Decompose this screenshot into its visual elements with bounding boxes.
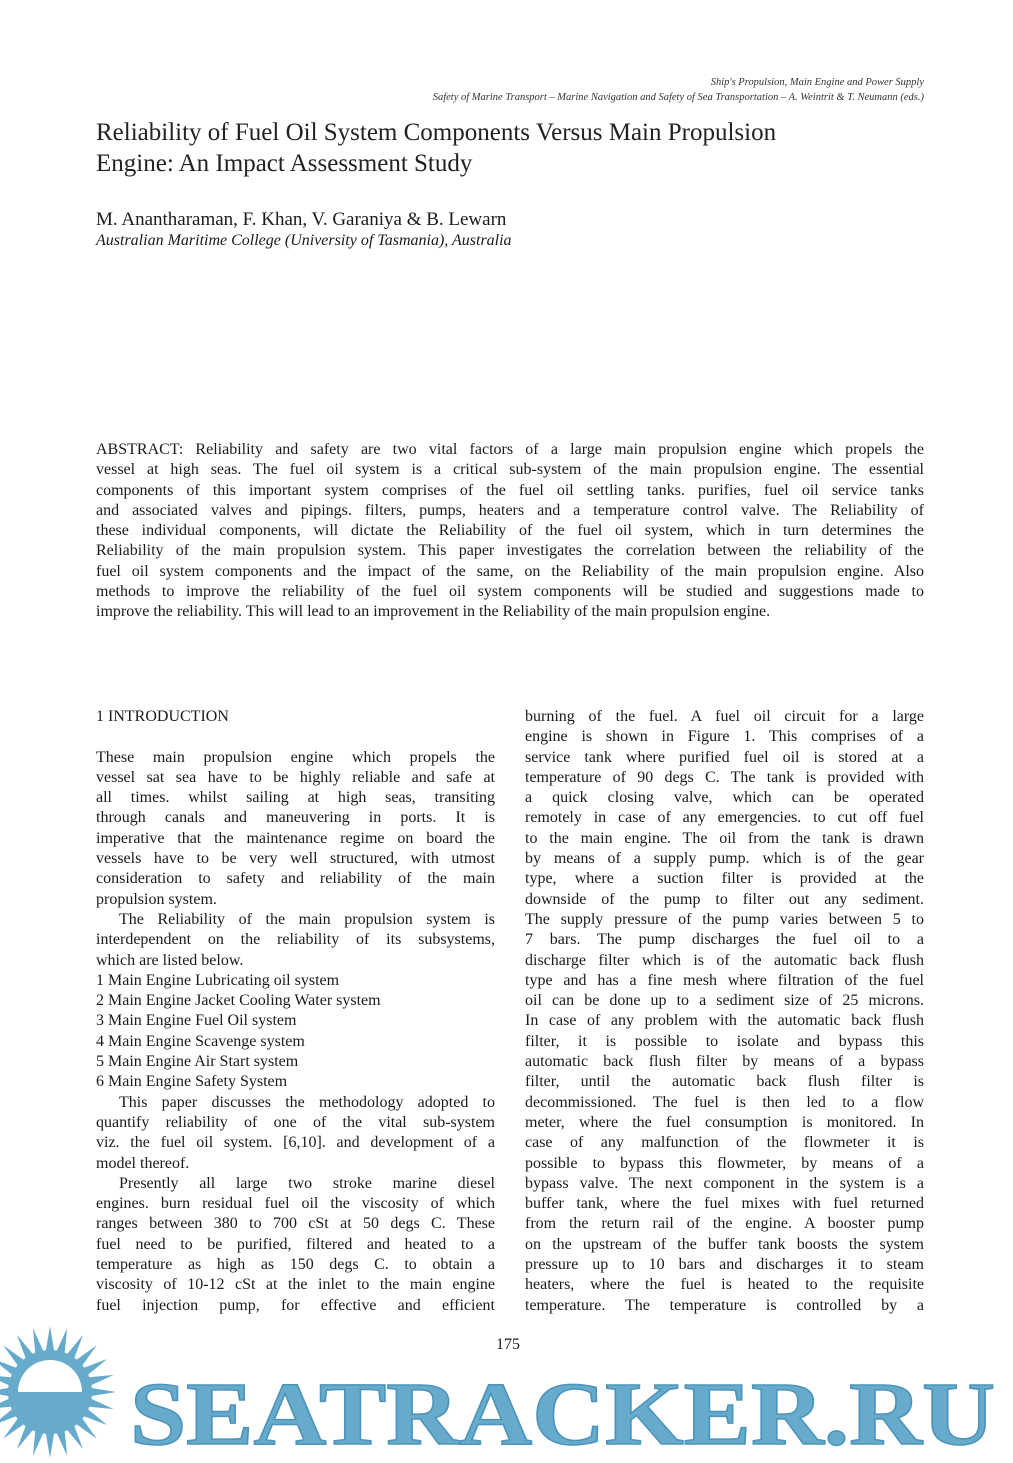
text-line: oil can be done up to a sediment size of 25 microns.: [525, 992, 924, 1010]
paper-title: [96, 117, 776, 179]
text-line: 4 Main Engine Scavenge system: [96, 1032, 305, 1050]
text-line: 6 Main Engine Safety System: [96, 1073, 288, 1091]
text-line: improve the reliability. This will lead to an improvement in the Reliability of the main propulsion engine.: [96, 603, 771, 621]
text-line: viscosity of 10-12 cSt at the inlet to the main engine: [96, 1276, 495, 1294]
text-line: engine is shown in Figure 1. This comprises of a: [525, 728, 924, 746]
text-line: these individual components, will dictate the Reliability of the fuel oil system, which in turn determines the: [96, 522, 924, 540]
text-line: type and has a fine mesh where filtration of the fuel: [525, 971, 924, 989]
title-line-2: Engine: An Impact Assessment Study: [96, 150, 473, 177]
page-number: 175: [496, 1336, 520, 1353]
text-line: fuel need to be purified, filtered and heated to a: [96, 1235, 495, 1253]
text-line: filter, until the automatic back flush filter is: [525, 1073, 924, 1091]
sun-ray: [46, 1326, 55, 1352]
text-line: ABSTRACT: Reliability and safety are two vital factors of a large main propulsion engine which propels the: [96, 441, 924, 458]
text-line: buffer tank, where the fuel mixes with fuel returned: [525, 1195, 924, 1213]
text-line: decommissioned. The fuel is then led to a flow: [525, 1093, 924, 1111]
text-line: quantify reliability of one of the vital sub-system: [96, 1113, 495, 1131]
text-line: from the return rail of the engine. A booster pump: [525, 1215, 924, 1233]
text-line: downside of the pump to filter out any sediment.: [525, 890, 924, 908]
text-line: meter, where the fuel consumption is monitored. In: [525, 1113, 924, 1131]
text-line: filter, it is possible to isolate and bypass this: [525, 1032, 924, 1050]
text-line: The supply pressure of the pump varies between 5 to: [525, 910, 924, 928]
text-line: These main propulsion engine which propels the: [96, 748, 495, 766]
watermark-text: SEATRACKER.RU: [130, 1365, 996, 1463]
abstract: [96, 440, 924, 623]
text-line: components of this important system comprises of the fuel oil settling tanks. purifies, fuel oil service tanks: [96, 481, 924, 499]
text-line: 5 Main Engine Air Start system: [96, 1053, 299, 1071]
title-line-1: Reliability of Fuel Oil System Components Versus Main Propulsion: [96, 119, 777, 146]
text-line: possible to bypass this flowmeter, by means of a: [525, 1154, 924, 1172]
text-line: to the main engine. The oil from the tank is drawn: [525, 829, 924, 847]
sun-logo-icon: [0, 1326, 116, 1458]
text-line: model thereof.: [96, 1154, 190, 1172]
text-line: through canals and maneuvering in ports. It is: [96, 809, 495, 827]
text-line: In case of any problem with the automatic back flush: [525, 1012, 924, 1030]
text-line: bypass valve. The next component in the system is a: [525, 1174, 924, 1192]
text-line: ranges between 380 to 700 cSt at 50 degs C. These: [96, 1215, 495, 1233]
text-line: [96, 727, 495, 747]
running-header-series: Ship's Propulsion, Main Engine and Power Supply: [710, 77, 924, 88]
text-line: 3 Main Engine Fuel Oil system: [96, 1012, 297, 1030]
text-line: engines. burn residual fuel oil the viscosity of which: [96, 1195, 495, 1213]
right-column: [525, 707, 924, 1316]
text-line: case of any malfunction of the flowmeter it is: [525, 1134, 924, 1152]
text-line: vessel sat sea have to be highly reliable and safe at: [96, 768, 495, 786]
text-line: viz. the fuel oil system. [6,10]. and development of a: [96, 1134, 495, 1152]
left-column: [96, 707, 495, 1316]
text-line: 1 Main Engine Lubricating oil system: [96, 971, 340, 989]
text-line: Presently all large two stroke marine diesel: [119, 1174, 495, 1192]
text-line: This paper discusses the methodology adopted to: [119, 1093, 495, 1111]
text-line: fuel injection pump, for effective and efficient: [96, 1296, 495, 1314]
text-line: automatic back flush filter by means of a bypass: [525, 1053, 924, 1071]
text-line: propulsion system.: [96, 890, 217, 908]
text-line: consideration to safety and reliability of the main: [96, 870, 495, 888]
sun-ray: [90, 1388, 116, 1397]
text-line: temperature as high as 150 degs C. to obtain a: [96, 1256, 495, 1274]
authors: M. Anantharaman, F. Khan, V. Garaniya & B. Lewarn: [96, 209, 507, 230]
text-line: type, where a suction filter is provided at the: [525, 870, 924, 888]
text-line: and associated valves and pipings. filters, pumps, heaters and a temperature control valve. The Reliability of: [96, 501, 924, 519]
text-line: a quick closing valve, which can be operated: [525, 789, 924, 807]
text-line: 7 bars. The pump discharges the fuel oil to a: [525, 931, 924, 949]
text-line: discharge filter which is of the automatic back flush: [525, 951, 924, 969]
text-line: methods to improve the reliability of the fuel oil system components will be studied and suggestions made to: [96, 583, 924, 601]
text-line: burning of the fuel. A fuel oil circuit for a large: [525, 708, 924, 725]
text-line: imperative that the maintenance regime on board the: [96, 829, 495, 847]
text-line: on the upstream of the buffer tank boosts the system: [525, 1235, 924, 1253]
text-line: temperature of 90 degs C. The tank is provided with: [525, 768, 924, 786]
text-line: service tank where purified fuel oil is stored at a: [525, 748, 924, 766]
text-line: by means of a supply pump. which is of the gear: [525, 850, 924, 868]
text-line: 2 Main Engine Jacket Cooling Water system: [96, 992, 381, 1010]
text-line: interdependent on the reliability of its subsystems,: [96, 931, 495, 949]
text-line: 1 INTRODUCTION: [96, 708, 229, 725]
affiliation: Australian Maritime College (University of Tasmania), Australia: [96, 232, 512, 249]
text-line: vessel at high seas. The fuel oil system is a critical sub-system of the main propulsion engine. The essential: [96, 461, 924, 479]
text-line: heaters, where the fuel is heated to the requisite: [525, 1276, 924, 1294]
text-line: pressure up to 10 bars and discharges it to steam: [525, 1256, 924, 1274]
text-line: fuel oil system components and the impact of the same, on the Reliability of the main propulsion engine. Also: [96, 562, 924, 580]
text-line: all times. whilst sailing at high seas, transiting: [96, 789, 495, 807]
running-header-proceedings: Safety of Marine Transport – Marine Navigation and Safety of Sea Transportation – A. Weintrit & T. Neumann (eds.): [432, 92, 924, 103]
text-line: temperature. The temperature is controlled by a: [525, 1296, 924, 1314]
text-line: The Reliability of the main propulsion system is: [119, 910, 495, 928]
text-line: vessels have to be very well structured, with utmost: [96, 850, 495, 868]
text-line: remotely in case of any emergencies. to cut off fuel: [525, 809, 924, 827]
sun-ray: [46, 1432, 55, 1458]
text-line: which are listed below.: [96, 951, 244, 969]
text-line: Reliability of the main propulsion system. This paper investigates the correlation between the reliability of the: [96, 542, 924, 560]
